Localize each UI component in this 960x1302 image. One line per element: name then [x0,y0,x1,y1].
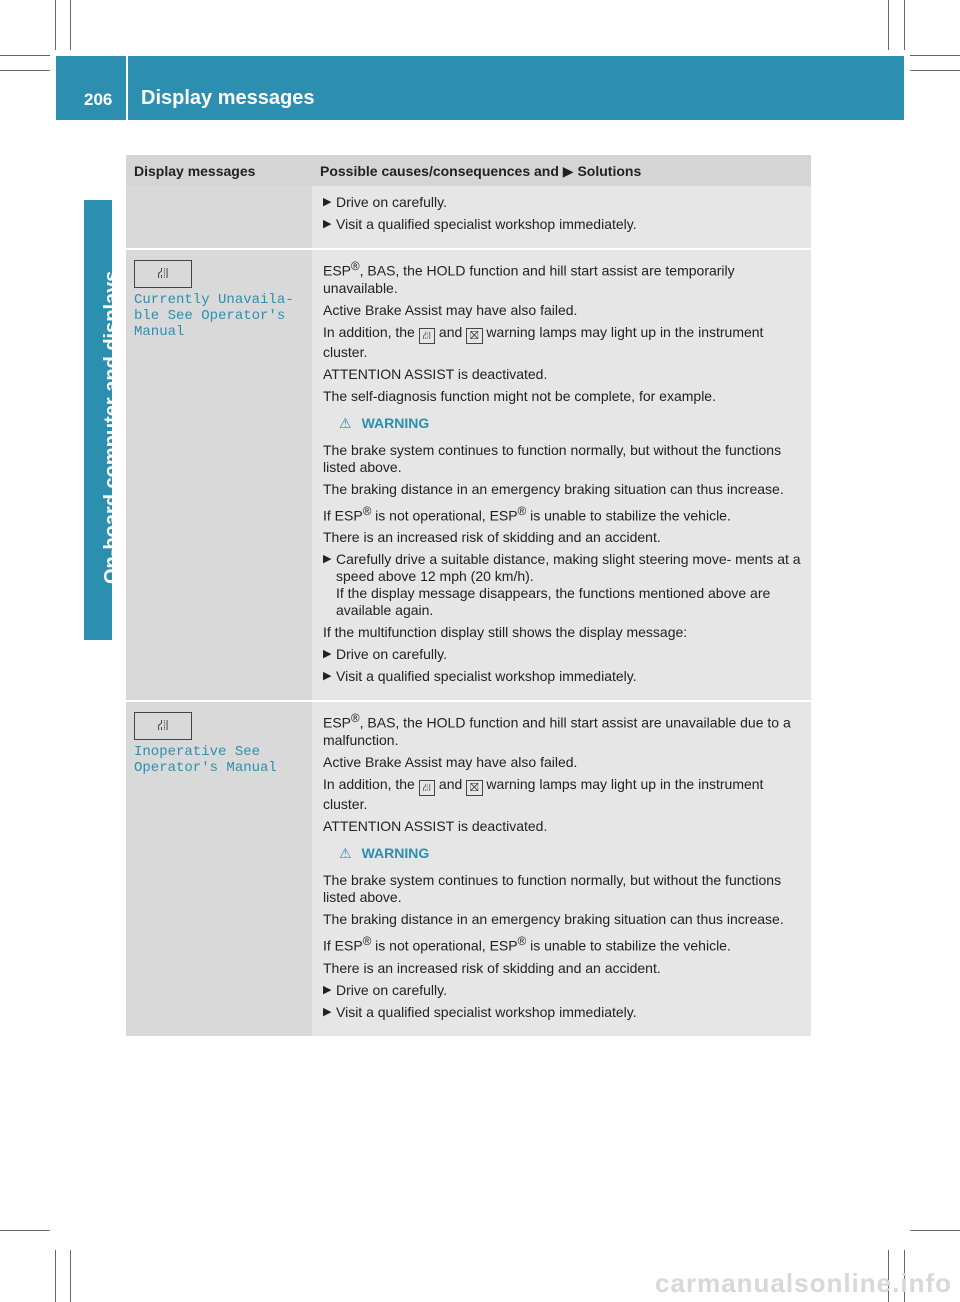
page-number: 206 [84,90,113,109]
crop-mark [0,1230,50,1231]
step-text: If the display message disappears, the functions mentioned above are available again. [336,585,771,619]
table-row [126,701,811,1035]
paragraph: There is an increased risk of skidding and an accident. [323,959,661,976]
crop-mark [904,0,905,50]
paragraph-text: If ESP [323,937,363,954]
paragraph [323,503,803,525]
arrow-right-icon: ▶ [323,218,332,230]
crop-mark [70,0,71,50]
paragraph-text: warning lamps may light up in the instrument cluster. [323,323,764,360]
page-title: Display messages [141,87,315,109]
arrow-right-icon: ▶ [323,983,332,996]
paragraph [323,324,803,361]
paragraph-text: is unable to stabilize the vehicle. [526,937,731,954]
list-item [323,982,803,999]
display-cell [126,186,312,249]
paragraph-text: is not operational, ESP [371,507,518,524]
display-line: Currently Unavaila- [134,292,294,308]
list-item [323,646,803,663]
warning-label: WARNING [361,844,430,861]
paragraph [323,258,803,297]
col-header-causes [312,155,811,186]
warning-heading [339,845,803,862]
registered-mark: ® [351,260,360,273]
registered-mark: ® [351,712,360,726]
esp-text: ESP [323,262,352,279]
paragraph-text: In addition, the [323,775,415,792]
step-text: Visit a qualified specialist workshop immediately. [336,668,637,685]
table-row [126,186,811,249]
step-text: Visit a qualified specialist workshop immediately. [336,216,637,232]
causes-cell [312,249,811,701]
warning-triangle-icon: ⚠ [339,414,352,431]
arrow-right-icon: ▶ [323,648,332,661]
paragraph-text: warning lamps may light up in the instrument cluster. [323,775,764,812]
paragraph-text: If ESP [323,507,363,524]
paragraph-text: , BAS, the HOLD function and hill start assist are temporarily unavailable. [323,262,735,296]
side-tab-label: On-board computer and displays [101,270,123,584]
paragraph: If the multifunction display still shows the display message: [323,624,688,641]
esp-warning-icon: ⛜ [419,780,435,796]
list-item [323,1004,803,1021]
display-cell [126,249,312,701]
paragraph-text: , BAS, the HOLD function and hill start assist are unavailable due to a malfunction. [323,714,791,748]
crop-mark [70,1250,71,1302]
paragraph: ATTENTION ASSIST is deactivated. [323,817,548,834]
step-text: Drive on carefully. [336,646,448,663]
esp-text: ESP [323,714,352,731]
registered-mark: ® [362,504,372,518]
display-message-text [134,292,304,340]
step-text: Visit a qualified specialist workshop immediately. [336,1003,637,1020]
warning-heading [339,415,803,432]
crop-mark [910,70,960,71]
warning-triangle-icon: ⚠ [339,844,352,861]
step-text: Carefully drive a suitable distance, making slight steering move- ments at a speed above 12 mph (20 km/h). [336,551,801,585]
registered-mark: ® [517,934,527,948]
display-line: Inoperative See [134,744,261,761]
esp-off-icon: ⛝ [466,328,482,344]
display-line: Manual [134,324,185,340]
arrow-right-icon: ▶ [323,196,332,208]
crop-mark [888,0,889,50]
paragraph-text: and [438,775,463,792]
paragraph: The braking distance in an emergency braking situation can thus increase. [323,480,784,497]
esp-warning-icon: ⛜ [134,712,192,740]
display-cell [126,701,312,1035]
registered-mark: ® [517,504,527,518]
paragraph [323,776,803,813]
paragraph [323,933,803,955]
arrow-right-icon: ▶ [323,670,332,683]
arrow-right-icon: ▶ [323,553,332,566]
causes-cell [312,186,811,249]
crop-mark [55,0,56,50]
display-line: Operator's Manual [134,760,277,777]
watermark: carmanualsonline.info [655,1268,952,1298]
crop-mark [0,70,50,71]
paragraph: The brake system continues to function normally, but without the functions listed above. [323,441,782,475]
list-item [323,216,803,233]
paragraph [323,710,803,749]
paragraph: The braking distance in an emergency braking situation can thus increase. [323,910,784,927]
crop-mark [0,55,50,56]
display-message-text [134,744,304,776]
esp-warning-icon: ⛜ [134,260,192,288]
table-row [126,249,811,701]
crop-mark [910,1230,960,1231]
paragraph: The brake system continues to function normally, but without the functions listed above. [323,871,782,905]
arrow-right-icon: ▶ [323,1005,332,1018]
col-header-display-messages: Display messages [126,155,312,186]
list-item [323,194,803,211]
causes-cell [312,701,811,1035]
paragraph-text: and [438,323,463,340]
crop-mark [910,55,960,56]
paragraph-text: In addition, the [323,323,415,340]
paragraph-text: is unable to stabilize the vehicle. [526,507,731,524]
col-header-causes-text: Possible causes/consequences and [320,162,559,179]
list-item [323,551,803,619]
header-divider [126,56,128,120]
paragraph: Active Brake Assist may have also failed. [323,301,578,318]
paragraph-text: is not operational, ESP [371,937,518,954]
registered-mark: ® [362,934,372,948]
paragraph: The self-diagnosis function might not be complete, for example. [323,387,716,404]
step-text: Drive on carefully. [336,194,448,210]
arrow-right-icon: ▶ [562,162,574,179]
crop-mark [55,1250,56,1302]
col-header-solutions-text: Solutions [577,162,642,179]
display-messages-table [126,155,811,1036]
table-header-row [126,155,811,186]
warning-label: WARNING [361,414,430,431]
list-item [323,668,803,685]
step-text: Drive on carefully. [336,981,448,998]
paragraph: There is an increased risk of skidding and an accident. [323,529,661,546]
esp-warning-icon: ⛜ [419,328,435,344]
display-line: ble See Operator's [134,308,286,324]
esp-off-icon: ⛝ [466,780,482,796]
paragraph: ATTENTION ASSIST is deactivated. [323,365,548,382]
paragraph: Active Brake Assist may have also failed. [323,753,578,770]
